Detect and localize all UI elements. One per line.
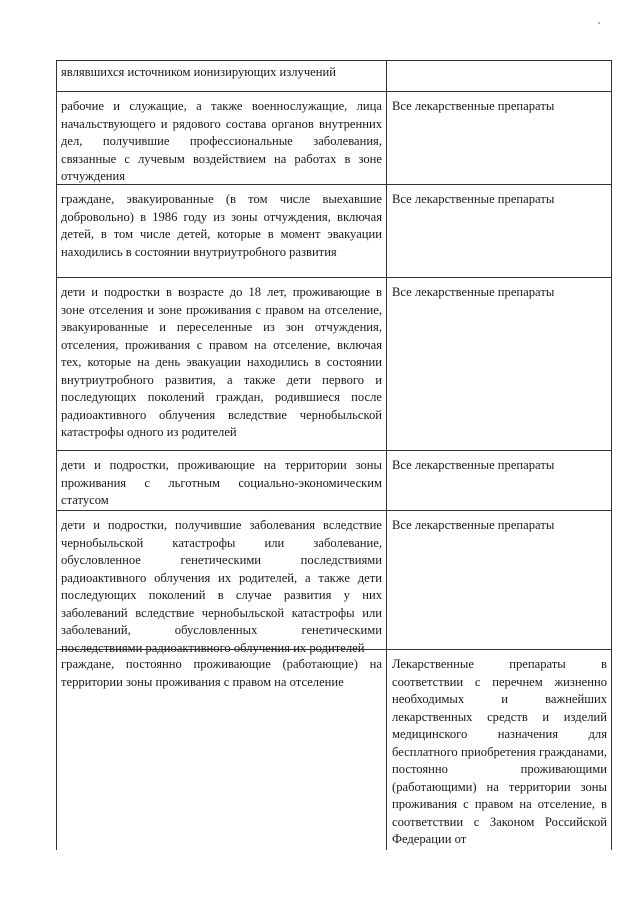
- table-row: [56, 511, 612, 655]
- table-row: [56, 650, 612, 850]
- table-cell-category: дети и подростки в возрасте до 18 лет, проживающие в зоне отселения и зоне проживания с правом на отселение, эвакуированные и переселенные из зон отчуждения, отселения, проживания с правом на отселение, включая тех, которые на день эвакуации находились в состоянии внутриутробного развития, а также дети первого и последующих поколений граждан, родившиеся после радиоактивного облучения вследствие чернобыльской катастрофы одного из родителей: [57, 278, 387, 450]
- table-cell-category: являвшихся источником ионизирующих излучений: [57, 61, 387, 91]
- table-row: [56, 451, 612, 511]
- table-cell-drugs: Все лекарственные препараты: [392, 99, 555, 113]
- table-cell-category: граждане, постоянно проживающие (работающие) на территории зоны проживания с правом на отселение: [57, 650, 387, 850]
- table-cell-drugs: [387, 61, 611, 91]
- table-cell-drugs: Все лекарственные препараты: [392, 192, 555, 206]
- table-cell-drugs: Все лекарственные препараты: [392, 458, 555, 472]
- table-row: [56, 92, 612, 185]
- table-cell-category: дети и подростки, получившие заболевания вследствие чернобыльской катастрофы или заболевание, обусловленное генетическими последствиями радиоактивного облучения их родителей, а также дети последующих поколений в случае развития у них заболеваний вследствие чернобыльской катастрофы или заболеваний, обусловленных генетическими последствиями радиоактивного облучения их родителей: [57, 511, 387, 649]
- table-cell-drugs: Все лекарственные препараты: [392, 518, 555, 532]
- table-row: [56, 278, 612, 451]
- table-cell-drugs: Лекарственные препараты в соответствии с перечнем жизненно необходимых и важнейших лекарственных средств и изделий медицинского назначения для бесплатного приобретения гражданами, постоянно проживающими (работающими) на территории зоны проживания с правом на отселение, в соответствии с Законом Российской Федерации от: [392, 657, 607, 846]
- table-row: [56, 185, 612, 278]
- scan-speck: [598, 22, 600, 24]
- table-cell-category: граждане, эвакуированные (в том числе выехавшие добровольно) в 1986 году из зоны отчуждения, включая детей, в том числе детей, которые в момент эвакуации находились в состоянии внутриутробного развития: [57, 185, 387, 277]
- table-cell-category: дети и подростки, проживающие на территории зоны проживания с льготным социально-экономическим статусом: [57, 451, 387, 510]
- benefits-table: [56, 60, 612, 850]
- table-cell-drugs: Все лекарственные препараты: [392, 285, 555, 299]
- table-cell-category: рабочие и служащие, а также военнослужащие, лица начальствующего и рядового состава органов внутренних дел, получившие профессиональные заболевания, связанные с лучевым воздействием на работах в зоне отчуждения: [57, 92, 387, 184]
- table-row: [56, 61, 612, 92]
